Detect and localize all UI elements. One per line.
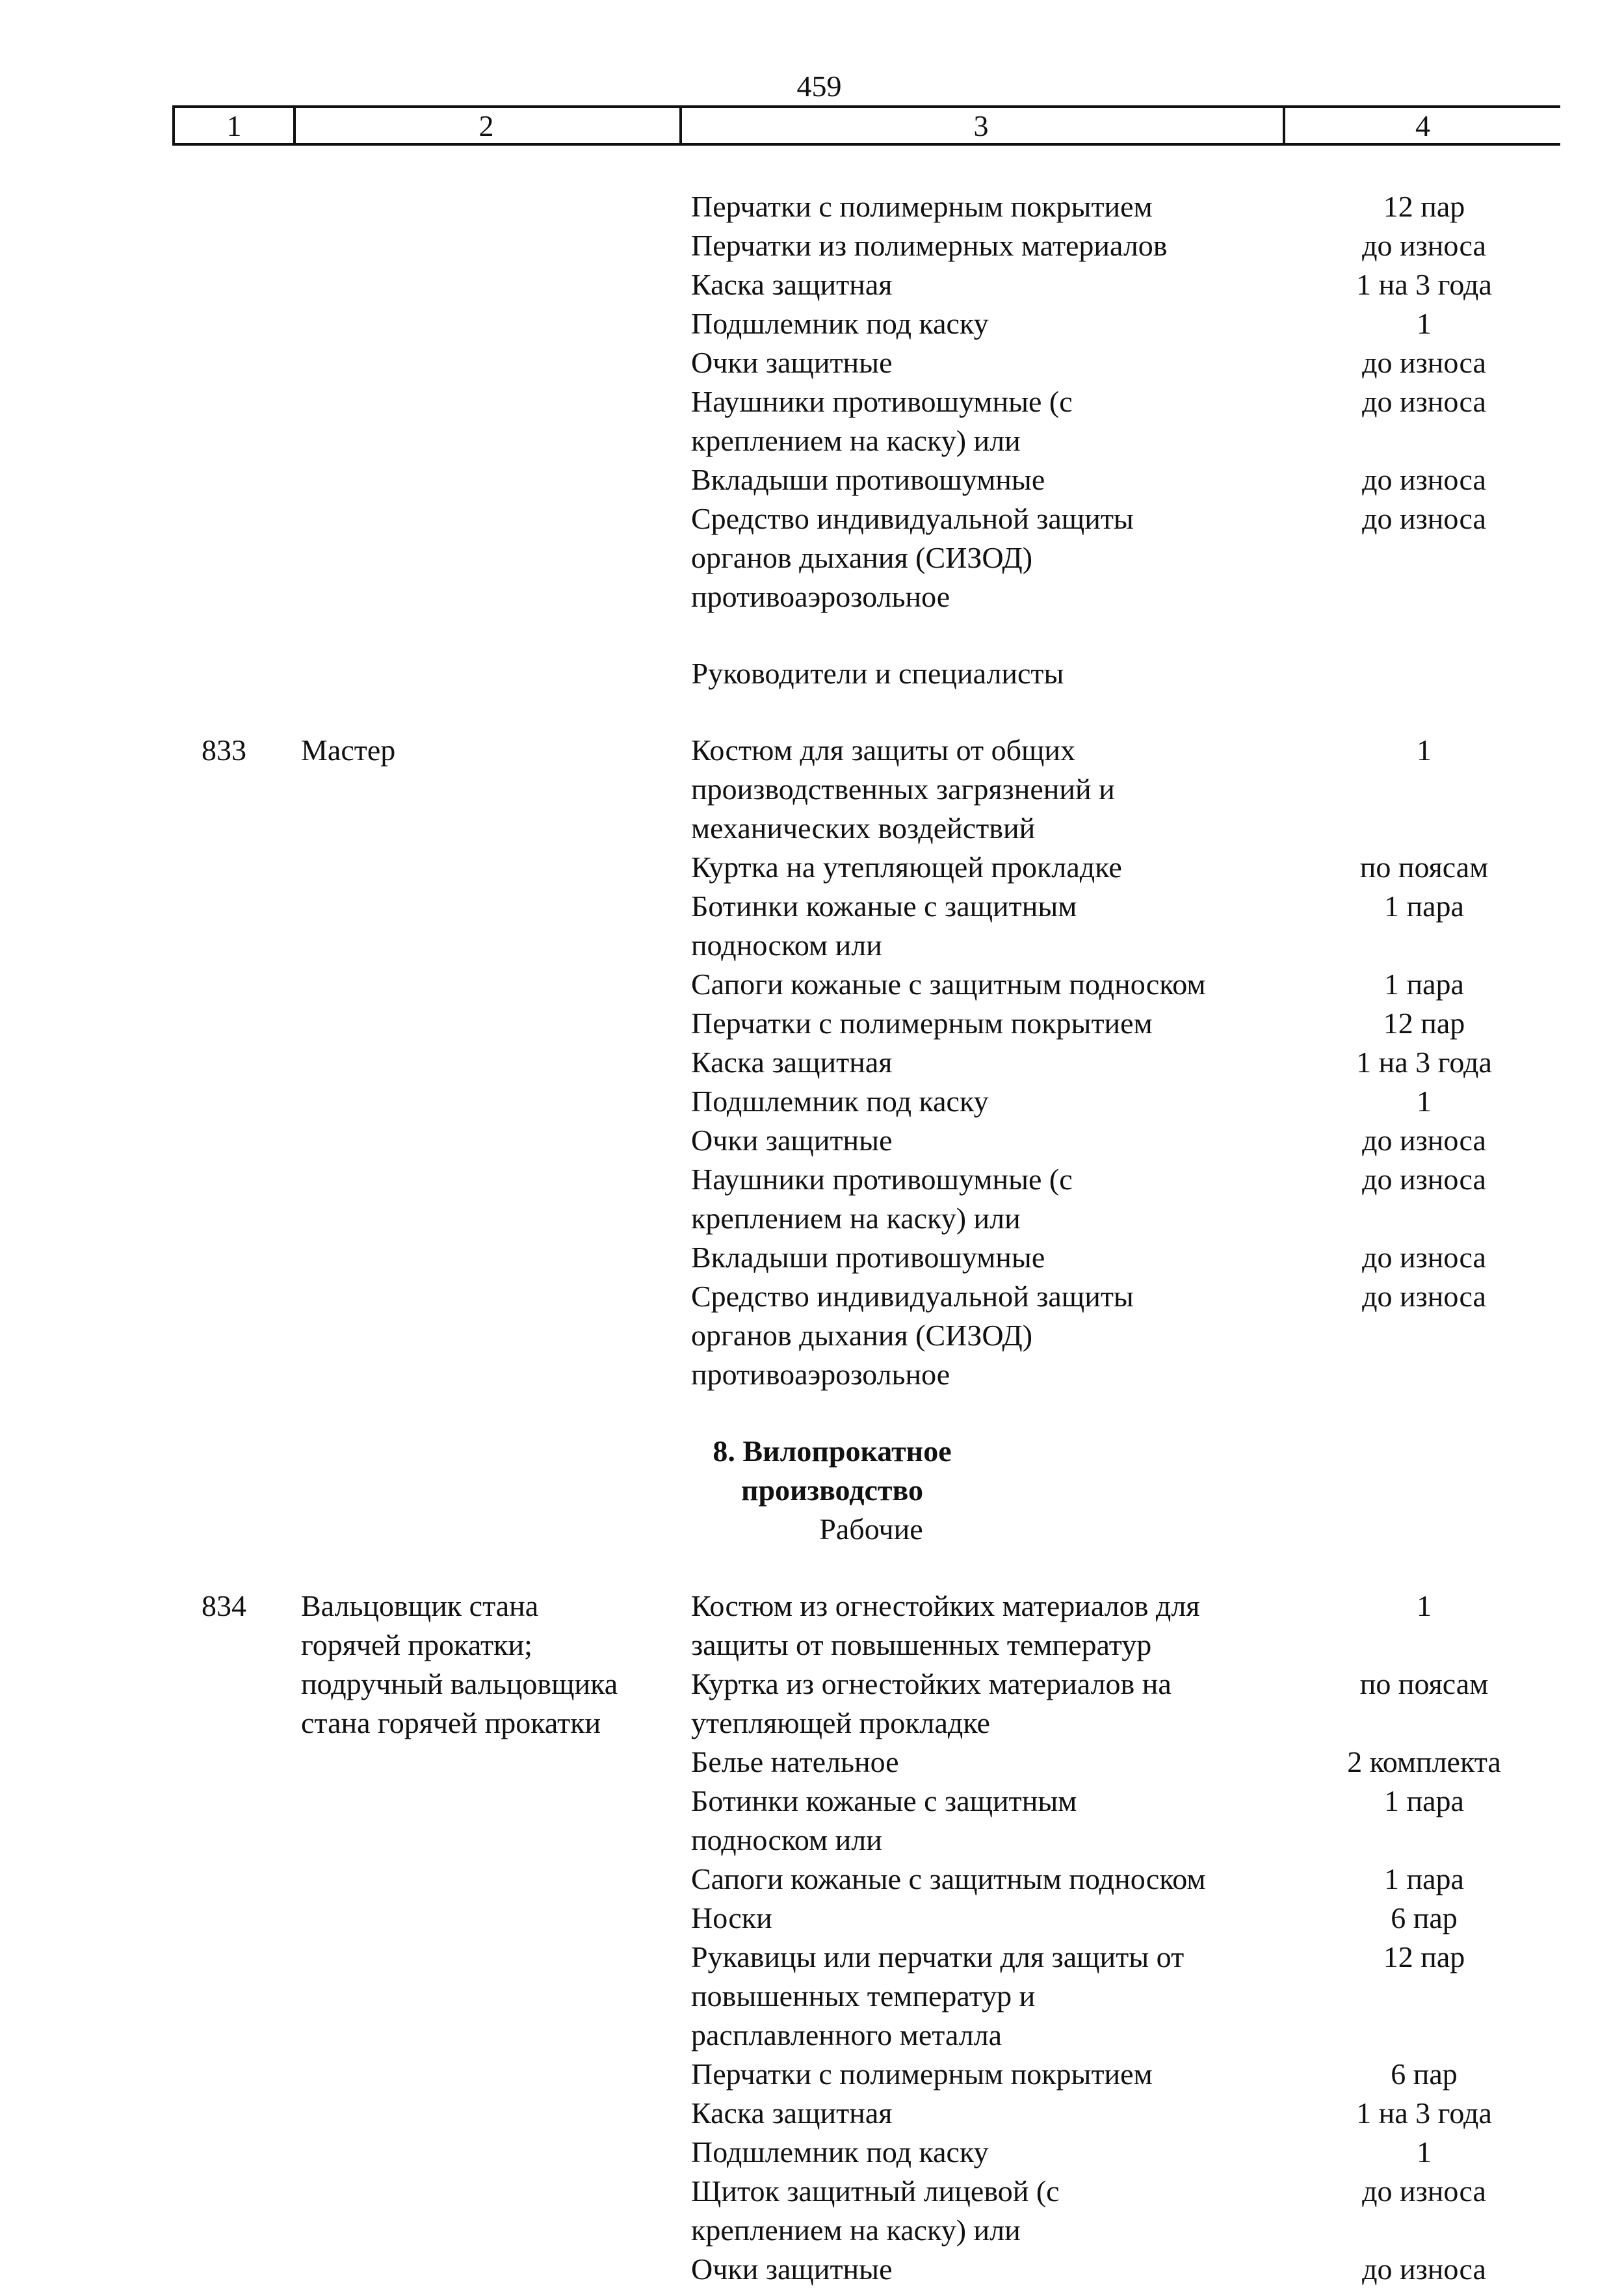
list-item — [691, 187, 1624, 226]
item-norm: до износа — [1362, 2174, 1486, 2208]
item-norm: до износа — [1362, 1163, 1486, 1196]
item-norm: 1 — [1417, 1589, 1432, 1622]
list-item — [691, 1587, 1624, 1665]
list-item — [691, 343, 1624, 382]
occupation: Вальцовщик стана горячей прокатки; подручный вальцовщика стана горячей прокатки — [301, 1589, 618, 1739]
item-norm: 1 — [1417, 2135, 1432, 2169]
list-item — [691, 499, 1624, 616]
item-name: Щиток защитный лицевой (с креплением на каску) или — [691, 2174, 1060, 2247]
list-item — [691, 265, 1624, 304]
item-name: Перчатки из полимерных материалов — [691, 229, 1168, 262]
item-name: Куртка из огнестойких материалов на утепляющей прокладке — [691, 1667, 1172, 1739]
header-col-3: 3 — [679, 108, 1285, 143]
list-item — [691, 848, 1624, 887]
item-list — [691, 187, 1624, 616]
category-heading: Руководители и специалисты — [691, 657, 1064, 690]
block-continued — [0, 187, 1624, 616]
item-name: Наушники противошумные (с креплением на каску) или — [691, 1163, 1073, 1235]
item-name: Костюм из огнестойких материалов для защиты от повышенных температур — [691, 1589, 1200, 1661]
item-norm: 1 на 3 года — [1356, 268, 1492, 301]
item-norm: 2 комплекта — [1347, 1745, 1501, 1778]
list-item — [691, 304, 1624, 343]
item-name: Сапоги кожаные с защитным подноском — [691, 968, 1206, 1001]
list-item — [691, 2133, 1624, 2172]
item-name: Подшлемник под каску — [691, 1085, 989, 1118]
item-name: Куртка на утепляющей прокладке — [691, 851, 1122, 884]
item-name: Подшлемник под каску — [691, 2135, 989, 2169]
list-item — [691, 731, 1624, 848]
item-norm: 1 на 3 года — [1356, 1046, 1492, 1079]
item-norm: 1 — [1417, 733, 1432, 767]
item-name: Перчатки с полимерным покрытием — [691, 1007, 1153, 1040]
list-item — [691, 1082, 1624, 1121]
list-item — [691, 1665, 1624, 1743]
item-name: Носки — [691, 1901, 772, 1934]
item-norm: до износа — [1362, 1124, 1486, 1157]
list-item — [691, 2172, 1624, 2250]
item-name: Каска защитная — [691, 2096, 893, 2130]
item-norm: 1 пара — [1384, 1784, 1464, 1817]
list-item — [691, 1899, 1624, 1938]
item-norm: 6 пар — [1391, 2057, 1458, 2091]
item-name: Очки защитные — [691, 346, 893, 379]
page-number: 459 — [796, 70, 842, 103]
item-norm: до износа — [1362, 502, 1486, 535]
list-item — [691, 460, 1624, 499]
table-header — [172, 105, 1560, 146]
item-name: Перчатки с полимерным покрытием — [691, 2057, 1153, 2091]
item-name: Средство индивидуальной защиты органов дыхания (СИЗОД) противоаэрозольное — [691, 1280, 1134, 1391]
item-name: Очки защитные — [691, 1124, 893, 1157]
item-norm: 1 пара — [1384, 1862, 1464, 1895]
header-col-4: 4 — [1415, 109, 1430, 142]
item-norm: до износа — [1362, 346, 1486, 379]
item-norm: до износа — [1362, 1280, 1486, 1313]
list-item — [691, 1121, 1624, 1160]
list-item — [691, 1004, 1624, 1043]
list-item — [691, 1277, 1624, 1394]
item-norm: 12 пар — [1383, 190, 1465, 223]
section-subtitle: Рабочие — [819, 1512, 923, 1546]
item-norm: до износа — [1362, 2252, 1486, 2286]
list-item — [691, 965, 1624, 1004]
item-norm: 12 пар — [1383, 1007, 1465, 1040]
item-norm: 6 пар — [1391, 1901, 1458, 1934]
item-norm: до износа — [1362, 463, 1486, 496]
item-norm: 1 пара — [1384, 890, 1464, 923]
item-name: Рукавицы или перчатки для защиты от повышенных температур и расплавленного металла — [691, 1940, 1185, 2052]
item-name: Ботинки кожаные с защитным подноском или — [691, 890, 1077, 962]
row-number: 834 — [202, 1589, 246, 1622]
header-col-1: 1 — [175, 108, 296, 143]
item-name: Каска защитная — [691, 1046, 893, 1079]
list-item — [691, 2250, 1624, 2289]
item-name: Наушники противошумные (с креплением на каску) или — [691, 385, 1073, 457]
item-norm: до износа — [1362, 385, 1486, 418]
item-list — [691, 731, 1624, 1394]
item-name: Подшлемник под каску — [691, 307, 989, 340]
item-name: Каска защитная — [691, 268, 893, 301]
item-name: Костюм для защиты от общих производственных загрязнений и механических воздействий — [691, 733, 1115, 845]
item-list — [691, 1587, 1624, 2289]
item-norm: 12 пар — [1383, 1940, 1465, 1973]
row-number: 833 — [202, 733, 246, 767]
item-name: Сапоги кожаные с защитным подноском — [691, 1862, 1206, 1895]
list-item — [691, 226, 1624, 265]
item-name: Очки защитные — [691, 2252, 893, 2286]
list-item — [691, 1238, 1624, 1277]
item-norm: 1 пара — [1384, 968, 1464, 1001]
item-name: Средство индивидуальной защиты органов дыхания (СИЗОД) противоаэрозольное — [691, 502, 1134, 613]
block-834 — [0, 1587, 1624, 2289]
list-item — [691, 1043, 1624, 1082]
list-item — [691, 887, 1624, 965]
list-item — [691, 2094, 1624, 2133]
item-norm: 1 на 3 года — [1356, 2096, 1492, 2130]
list-item — [691, 1938, 1624, 2055]
item-norm: по поясам — [1359, 1667, 1489, 1700]
item-norm: 1 — [1417, 307, 1432, 340]
item-name: Вкладыши противошумные — [691, 463, 1045, 496]
list-item — [691, 1860, 1624, 1899]
list-item — [691, 1160, 1624, 1238]
section-title: 8. Вилопрокатное производство — [713, 1434, 952, 1507]
table-body — [0, 187, 1624, 2289]
list-item — [691, 382, 1624, 460]
item-norm: до износа — [1362, 1241, 1486, 1274]
list-item — [691, 1743, 1624, 1782]
item-norm: до износа — [1362, 229, 1486, 262]
header-col-2: 2 — [293, 108, 682, 143]
block-833 — [0, 731, 1624, 1394]
item-name: Ботинки кожаные с защитным подноском или — [691, 1784, 1077, 1856]
item-norm: 1 — [1417, 1085, 1432, 1118]
item-norm: по поясам — [1359, 851, 1489, 884]
list-item — [691, 1782, 1624, 1860]
item-name: Перчатки с полимерным покрытием — [691, 190, 1153, 223]
list-item — [691, 2055, 1624, 2094]
item-name: Вкладыши противошумные — [691, 1241, 1045, 1274]
occupation: Мастер — [301, 733, 396, 767]
item-name: Белье нательное — [691, 1745, 899, 1778]
